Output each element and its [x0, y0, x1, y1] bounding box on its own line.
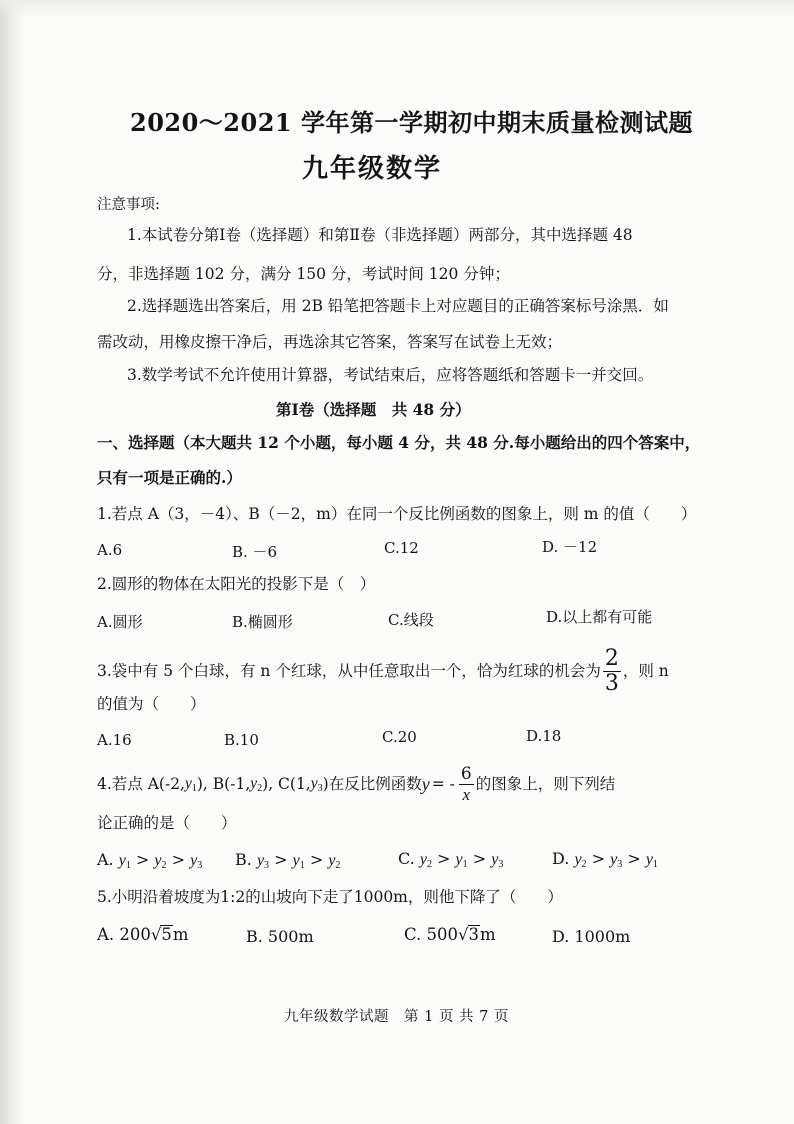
- y-var: y: [154, 852, 162, 869]
- question-4-stem: [97, 766, 615, 803]
- question-3-stem-text: 3.袋中有 5 个白球，有 n 个红球，从中任意取出一个，恰为红球的机会为: [97, 662, 601, 681]
- question-3-option-d: D.18: [526, 727, 562, 745]
- question-4-fraction: [459, 766, 474, 803]
- question-4-stem-line-2: 论正确的是（ ）: [97, 814, 237, 832]
- radicand: 5: [161, 925, 172, 944]
- question-3-stem-tail: ，则 n: [622, 662, 669, 681]
- sub-3: 3: [617, 859, 623, 870]
- sub-2: 2: [426, 859, 432, 870]
- gt-sign: >: [586, 849, 611, 868]
- scan-edge-shadow: [0, 0, 26, 1124]
- question-4-option-d: [552, 849, 658, 870]
- question-2-option-d: D.以上都有可能: [546, 608, 653, 626]
- question-5-option-c: [404, 925, 496, 944]
- sub-1: 1: [652, 859, 658, 870]
- y-var: y: [256, 852, 265, 869]
- question-1-option-d: D. －12: [542, 538, 598, 556]
- gt-sign: >: [431, 849, 456, 868]
- notice-heading: 注意事项:: [97, 197, 160, 213]
- question-4-point-a-prefix: 4.若点 A(-2,: [97, 775, 185, 794]
- question-1-stem: 1.若点 A（3，－4）、B（－2，m）在同一个反比例函数的图象上，则 m 的值（ ）: [97, 505, 697, 523]
- scan-top-shadow: [0, 0, 794, 18]
- option-label: D.: [552, 849, 575, 868]
- gt-sign: >: [269, 850, 293, 869]
- question-5-option-a: [97, 925, 189, 944]
- coefficient: 200: [119, 925, 151, 944]
- sqrt-icon: √: [458, 925, 469, 944]
- sub-2: 2: [581, 859, 587, 870]
- y-var: y: [310, 774, 318, 792]
- question-1-option-a: A.6: [97, 541, 123, 559]
- gt-sign: >: [166, 850, 191, 869]
- unit: m: [480, 925, 496, 944]
- question-1-option-b: B. －6: [232, 543, 278, 561]
- question-3-fraction-denominator: 3: [604, 671, 619, 696]
- exam-subtitle: 九年级数学: [302, 154, 443, 184]
- y-var: y: [184, 774, 192, 792]
- question-4-fraction-numerator: 6: [460, 764, 472, 784]
- notice-item-3: 3.数学考试不允许使用计算器，考试结束后，应将答题纸和答题卡一并交回。: [127, 366, 654, 384]
- gt-sign: >: [130, 850, 155, 869]
- question-5-stem: 5.小明沿着坡度为1:2的山坡向下走了1000m，则他下降了（ ）: [97, 888, 563, 906]
- y-var: y: [292, 852, 300, 869]
- question-2-stem: 2.圆形的物体在太阳光的投影下是（ ）: [97, 575, 376, 593]
- question-3-stem: [97, 648, 669, 695]
- option-label: C.: [398, 849, 420, 868]
- sub-1: 1: [299, 860, 305, 871]
- page-footer: 九年级数学试题 第 1 页 共 7 页: [284, 1009, 509, 1025]
- y-var: y: [250, 774, 258, 792]
- question-5-option-b: B. 500m: [246, 927, 314, 946]
- notice-item-2-line-1: 2.选择题选出答案后，用 2B 铅笔把答题卡上对应题目的正确答案标号涂黑．如: [127, 297, 669, 315]
- option-label: C.: [404, 925, 427, 944]
- section-intro-line-2: 只有一项是正确的.）: [97, 468, 242, 487]
- question-4-stem-tail: 的图象上，则下列结: [475, 775, 616, 794]
- question-3-option-c: C.20: [382, 728, 417, 746]
- y-var: y: [491, 851, 499, 868]
- question-4-option-a: [97, 850, 202, 871]
- sub-1: 1: [125, 860, 131, 871]
- y-var: y: [574, 851, 582, 868]
- y-var: y: [610, 851, 618, 868]
- gt-sign: >: [467, 849, 492, 868]
- option-label: A.: [97, 850, 119, 869]
- question-4-option-c: [398, 849, 503, 870]
- notice-item-2-line-2: 需改动，用橡皮擦干净后，再选涂其它答案，答案写在试卷上无效；: [97, 333, 563, 351]
- notice-item-1-line-2: 分，非选择题 102 分，满分 150 分，考试时间 120 分钟；: [97, 265, 510, 283]
- sqrt-icon: √: [150, 925, 162, 944]
- sub-3: 3: [264, 860, 270, 871]
- question-4-function-y: y: [421, 773, 430, 794]
- exam-title: 2020～2021 学年第一学期初中期末质量检测试题: [130, 108, 693, 137]
- y-var: y: [190, 852, 198, 869]
- sub-3: 3: [197, 860, 203, 871]
- question-2-option-b: B.椭圆形: [232, 613, 293, 631]
- y-var: y: [328, 852, 336, 869]
- sub-3: 3: [498, 859, 504, 870]
- radicand: 3: [468, 925, 480, 944]
- question-2-option-c: C.线段: [388, 611, 434, 629]
- y-var: y: [118, 852, 126, 869]
- question-4-y2: [250, 775, 262, 795]
- sub-2: 2: [257, 782, 263, 794]
- coefficient: 500: [426, 925, 459, 944]
- question-4-equals: = -: [431, 775, 455, 794]
- sub-2: 2: [161, 860, 167, 871]
- question-4-fraction-denominator: x: [462, 785, 471, 804]
- question-3-fraction-numerator: 2: [604, 646, 619, 671]
- section-intro-line-1: 一、选择题（本大题共 12 个小题，每小题 4 分，共 48 分.每小题给出的四个答案中，: [97, 433, 701, 452]
- y-var: y: [645, 851, 653, 868]
- question-4-stem-mid: )在反比例函数: [322, 775, 422, 794]
- question-4-point-b-prefix: ), B(-1,: [196, 775, 251, 794]
- question-3-stem-line-2: 的值为（ ）: [97, 695, 206, 713]
- question-4-y1: [185, 775, 197, 795]
- question-4-option-b: [235, 850, 340, 871]
- sub-1: 1: [462, 859, 468, 870]
- option-label: B.: [235, 850, 257, 869]
- gt-sign: >: [304, 850, 329, 869]
- question-3-option-b: B.10: [224, 731, 259, 749]
- question-5-option-d: D. 1000m: [552, 927, 631, 946]
- notice-item-1-line-1: 1.本试卷分第Ⅰ卷（选择题）和第Ⅱ卷（非选择题）两部分，其中选择题 48: [127, 226, 633, 244]
- y-var: y: [455, 851, 463, 868]
- sub-1: 1: [191, 782, 197, 794]
- gt-sign: >: [622, 849, 646, 868]
- unit: m: [172, 925, 189, 944]
- section-heading: 第Ⅰ卷（选择题 共 48 分）: [276, 400, 471, 419]
- sub-3: 3: [317, 782, 323, 794]
- option-label: A.: [97, 925, 120, 944]
- question-2-option-a: A.圆形: [97, 613, 143, 631]
- question-4-point-c-prefix: ), C(1,: [262, 775, 311, 794]
- y-var: y: [419, 851, 427, 868]
- question-3-fraction: [603, 648, 621, 695]
- question-1-option-c: C.12: [384, 539, 419, 557]
- sub-2: 2: [335, 860, 341, 871]
- question-4-y3: [311, 775, 323, 795]
- question-3-option-a: A.16: [97, 731, 132, 749]
